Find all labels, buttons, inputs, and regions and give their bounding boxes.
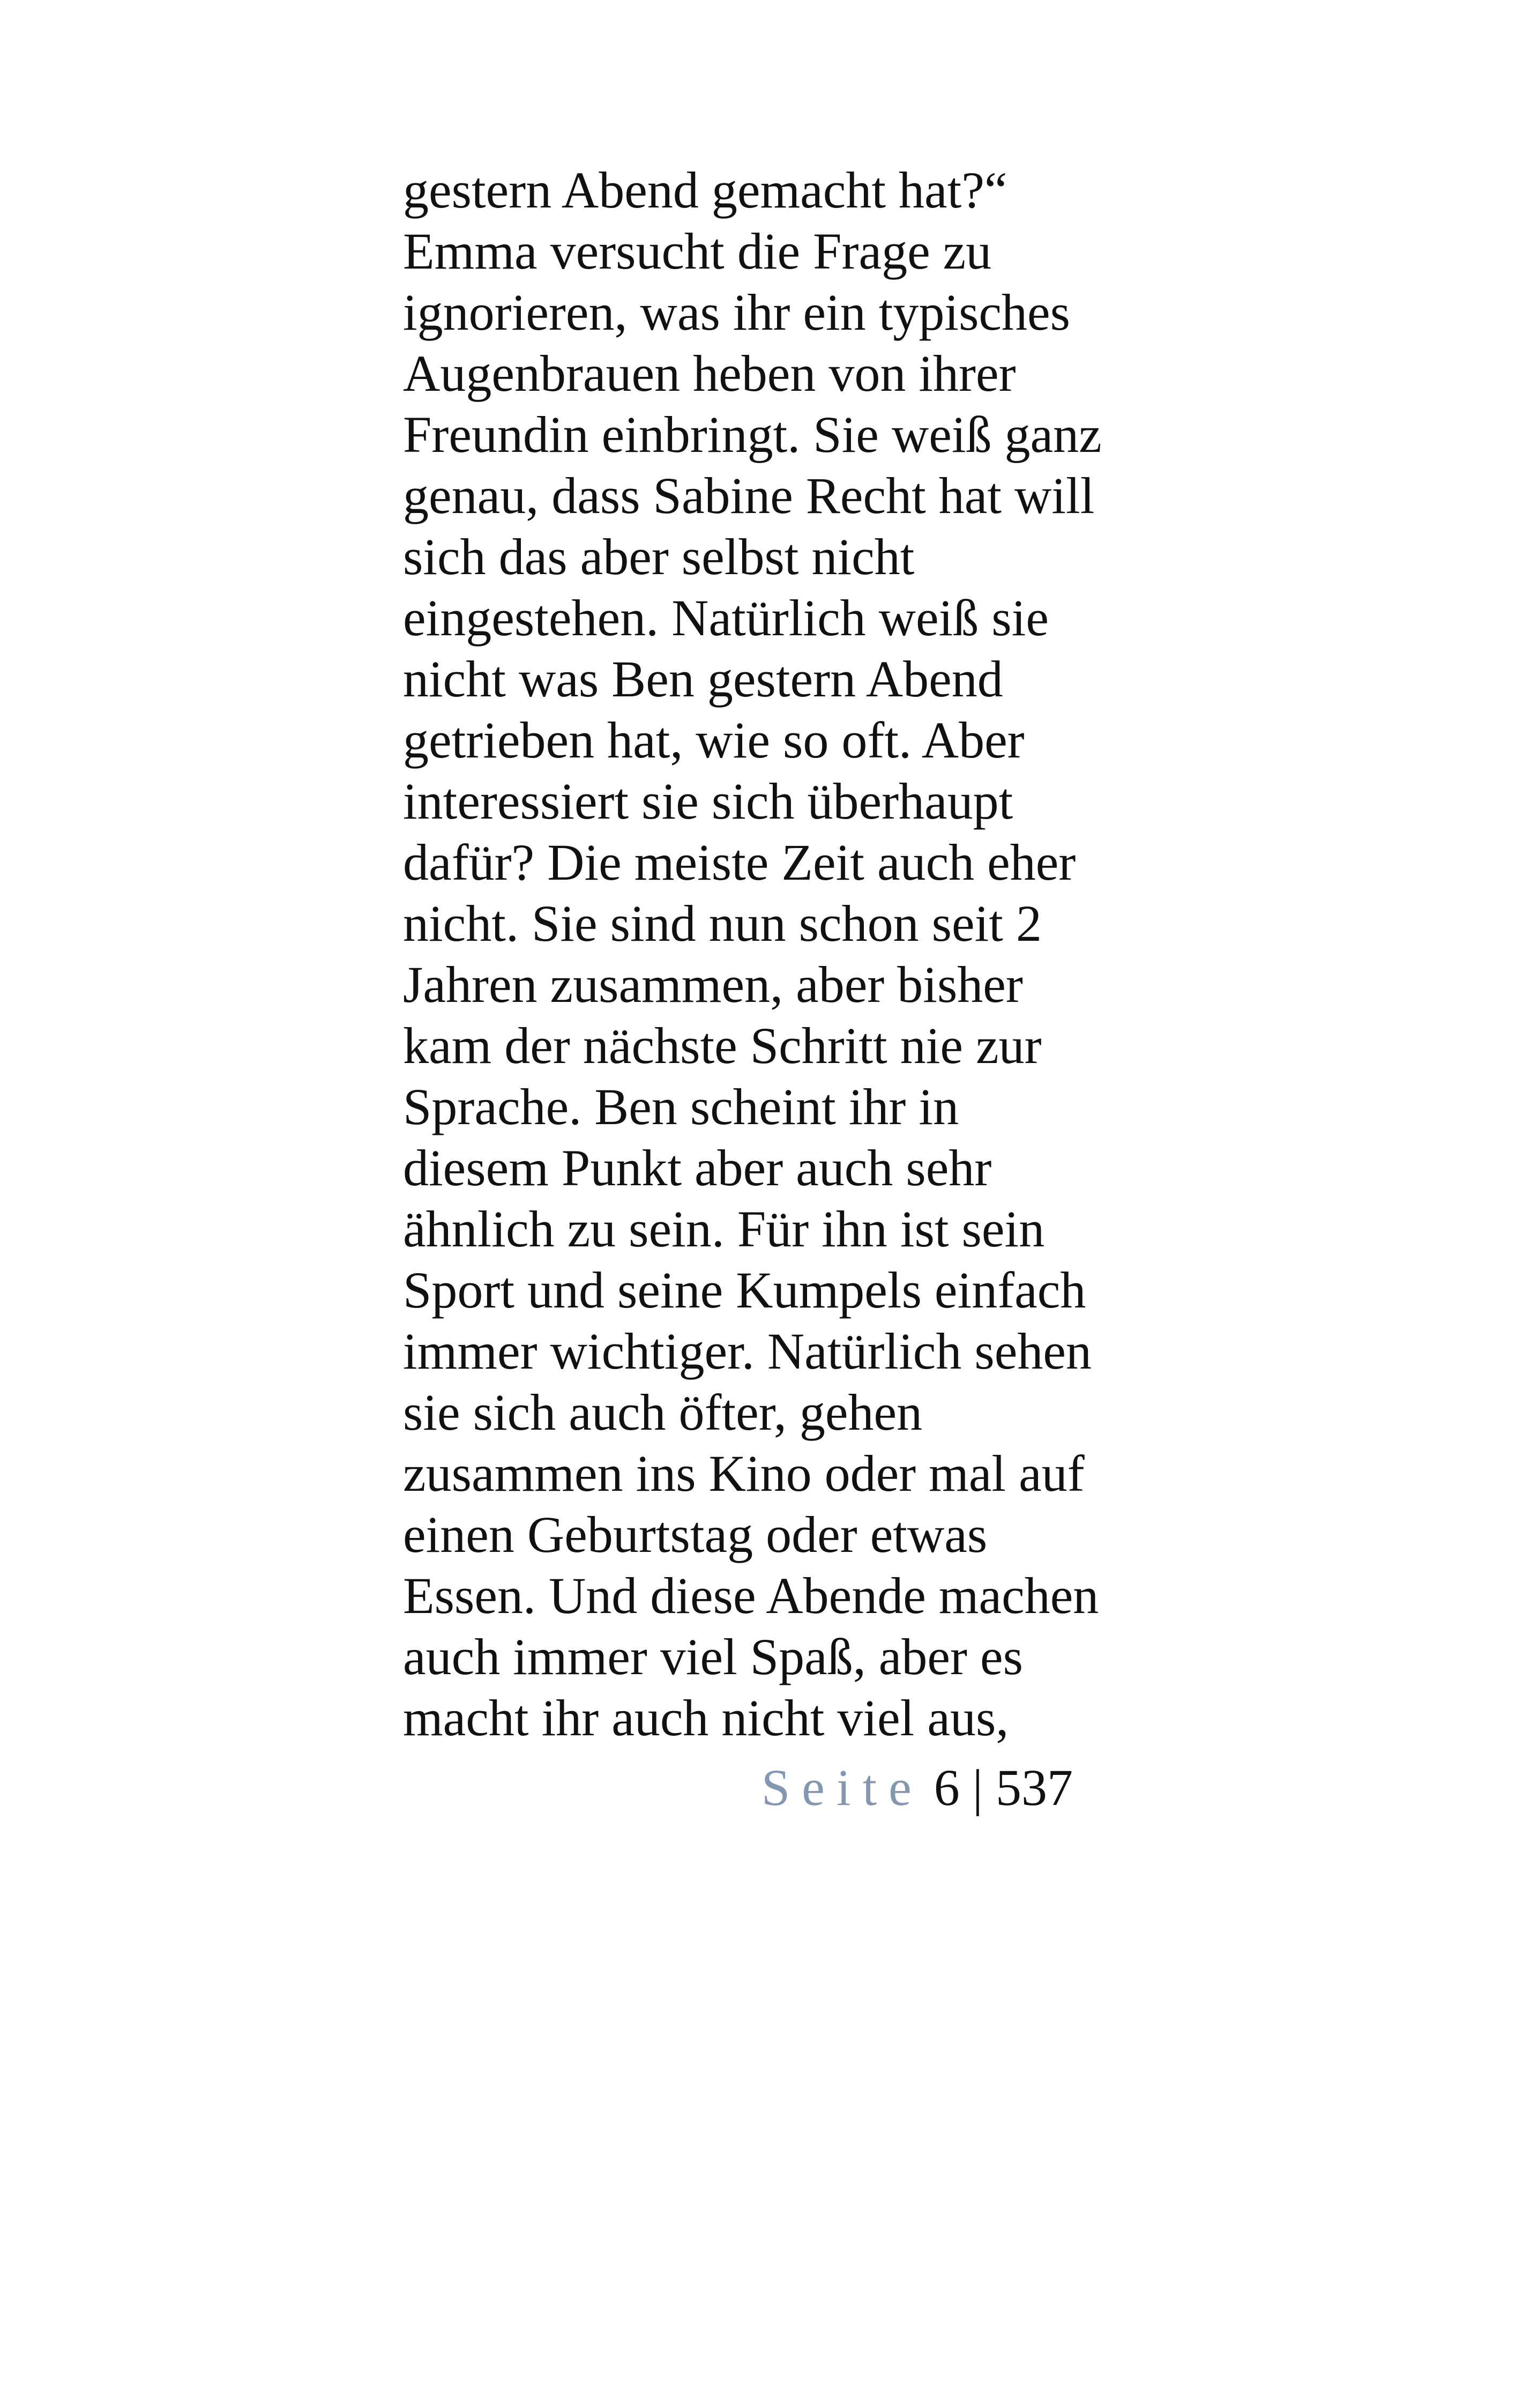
text-line: nicht. Sie sind nun schon seit 2 [403,895,1042,952]
text-line: Emma versucht die Frage zu [403,222,992,280]
text-line: immer wichtiger. Natürlich sehen [403,1322,1092,1380]
page-number: 6 | 537 [934,1759,1073,1816]
body-text [403,160,1180,1749]
text-line: Essen. Und diese Abende machen [403,1567,1099,1624]
text-line: eingestehen. Natürlich weiß sie [403,589,1049,646]
text-line: dafür? Die meiste Zeit auch eher [403,834,1076,891]
text-line: zusammen ins Kino oder mal auf [403,1445,1085,1502]
text-line: interessiert sie sich überhaupt [403,772,1013,830]
text-line: nicht was Ben gestern Abend [403,650,1003,708]
text-line: Augenbrauen heben von ihrer [403,345,1016,402]
text-line: genau, dass Sabine Recht hat will [403,467,1095,524]
text-line: gestern Abend gemacht hat?“ [403,161,1007,219]
text-line: ähnlich zu sein. Für ihn ist sein [403,1200,1045,1258]
text-line: macht ihr auch nicht viel aus, [403,1689,1009,1746]
text-line: Freundin einbringt. Sie weiß ganz [403,406,1102,463]
text-line: Sprache. Ben scheint ihr in [403,1078,959,1135]
text-line: sich das aber selbst nicht [403,528,915,585]
text-line: Jahren zusammen, aber bisher [403,956,1023,1013]
text-line: Sport und seine Kumpels einfach [403,1261,1086,1319]
text-line: sie sich auch öfter, gehen [403,1384,923,1441]
text-line: kam der nächste Schritt nie zur [403,1017,1042,1074]
text-line: getrieben hat, wie so oft. Aber [403,711,1025,769]
page-label: Seite [761,1759,923,1816]
page-footer [762,1757,1073,1818]
text-line: auch immer viel Spaß, aber es [403,1628,1023,1685]
text-line: diesem Punkt aber auch sehr [403,1139,992,1196]
text-line: einen Geburtstag oder etwas [403,1506,988,1563]
text-line: ignorieren, was ihr ein typisches [403,284,1070,341]
